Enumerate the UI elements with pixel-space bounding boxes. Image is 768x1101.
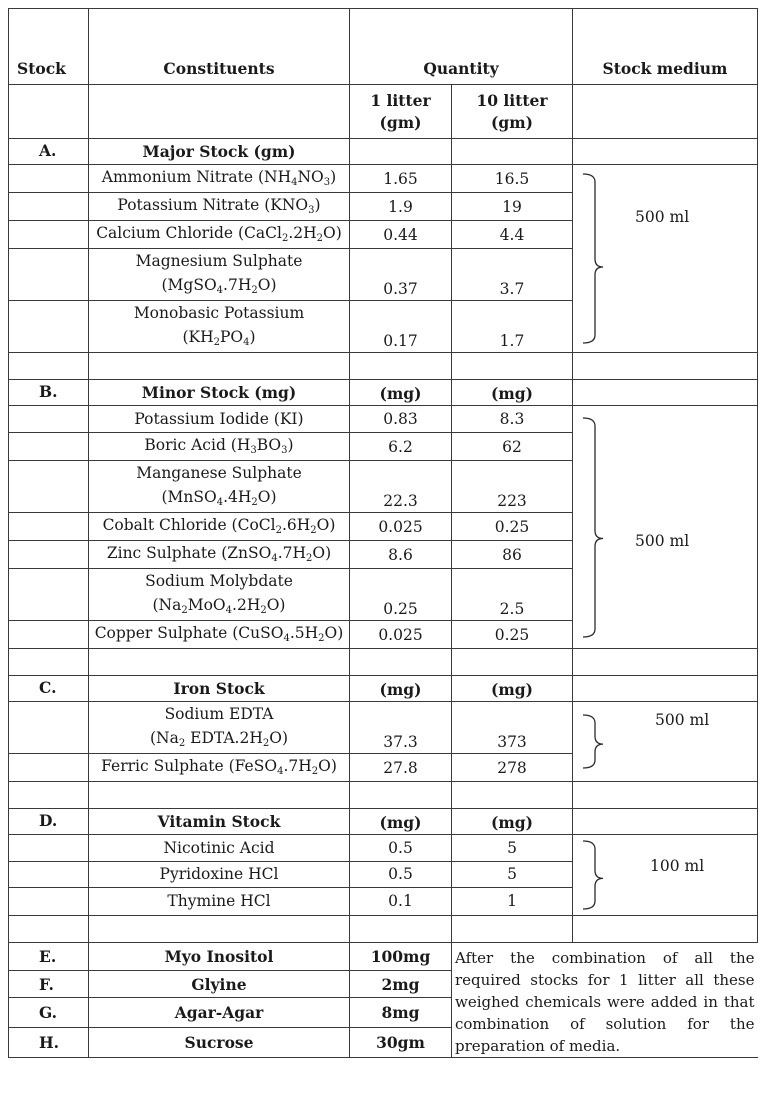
name-text: Cobalt Chloride (CoCl [102, 516, 276, 534]
ten-litter-unit: (gm) [491, 112, 533, 132]
section-unit-10: (mg) [452, 809, 573, 835]
subheader-row [9, 85, 758, 139]
section-title: Iron Stock [89, 676, 350, 702]
stock-medium-volume: 500 ml [635, 531, 690, 550]
single-name: Sucrose [89, 1027, 350, 1057]
quantity-1-litter: 0.44 [350, 221, 452, 249]
spacer-cell [89, 916, 350, 943]
quantity-10-litter: 86 [452, 541, 573, 569]
section-title-row [9, 676, 758, 702]
stock-medium-volume: 100 ml [650, 857, 705, 876]
name-text: Copper Sulphate (CuSO [94, 624, 284, 642]
name-text: Calcium Chloride (CaCl [96, 224, 282, 242]
name-text: (MgSO [161, 276, 217, 294]
section-letter: A. [9, 139, 89, 165]
preparation-note: After the combination of all the required stocks for 1 litter all these weighed chemicals were added in that combination of solution for the preparation of media. [452, 943, 758, 1058]
quantity-10-litter: 5 [452, 835, 573, 862]
name-text: O) [269, 729, 289, 747]
name-text: O) [324, 624, 344, 642]
spacer-cell [350, 353, 452, 380]
subscript: 4 [225, 605, 233, 616]
quantity-10-litter: 16.5 [452, 165, 573, 193]
name-text: O) [257, 488, 277, 506]
subscript: 2 [311, 766, 319, 777]
single-letter: E. [9, 943, 89, 971]
name-text: MoO [187, 596, 226, 614]
subscript: 2 [260, 605, 267, 616]
spacer-cell [452, 649, 573, 676]
name-text: .7H [223, 276, 252, 294]
name-text: .5H [289, 624, 319, 642]
quantity-1-litter: 0.17 [350, 301, 452, 353]
constituent-name [89, 301, 350, 353]
quantity-1-litter: 0.025 [350, 513, 452, 541]
row-stock-empty [9, 221, 89, 249]
name-line-1: Manganese Sulphate [136, 464, 302, 482]
single-name: Myo Inositol [89, 943, 350, 971]
subscript: 4 [277, 766, 284, 777]
stock-medium-wrap [573, 412, 757, 643]
quantity-1-litter: 22.3 [350, 461, 452, 513]
section-title-row [9, 809, 758, 835]
spacer-cell [9, 782, 89, 809]
constituent-row [9, 835, 758, 862]
spacer-cell [350, 782, 452, 809]
name-text: .2H [288, 224, 317, 242]
quantity-1-litter: 0.5 [350, 862, 452, 887]
subscript: 4 [216, 285, 224, 296]
subscript: 4 [283, 633, 290, 644]
name-text: .7H [277, 544, 307, 562]
spacer-row [9, 782, 758, 809]
quantity-10-litter: 19 [452, 193, 573, 221]
single-quantity: 8mg [350, 998, 452, 1027]
name-text: O) [318, 757, 337, 775]
subscript: 2 [310, 525, 317, 536]
spacer-cell [573, 649, 758, 676]
name-line-1: Sodium Molybdate [145, 572, 293, 590]
name-text: ) [287, 436, 294, 454]
stock-medium-volume: 500 ml [655, 710, 710, 729]
spacer-cell [350, 916, 452, 943]
quantity-1-litter: 0.83 [350, 406, 452, 433]
quantity-10-litter: 223 [452, 461, 573, 513]
constituent-name [89, 249, 350, 301]
stock-medium-cell [573, 702, 758, 782]
quantity-1-litter: 0.37 [350, 249, 452, 301]
spacer-cell [350, 649, 452, 676]
subscript: 2 [251, 497, 258, 508]
row-stock-empty [9, 862, 89, 887]
one-litter-unit: (gm) [379, 112, 422, 132]
row-stock-empty [9, 461, 89, 513]
subscript: 3 [323, 177, 331, 188]
section-unit-10: (mg) [452, 676, 573, 702]
row-stock-empty [9, 193, 89, 221]
spacer-cell [452, 916, 573, 943]
name-text: O) [266, 596, 286, 614]
row-stock-empty [9, 835, 89, 862]
stock-medium-wrap [573, 835, 757, 915]
single-letter: F. [9, 971, 89, 998]
constituent-name [89, 702, 350, 754]
row-stock-empty [9, 249, 89, 301]
quantity-1-litter: 1.9 [350, 193, 452, 221]
single-quantity: 100mg [350, 943, 452, 971]
quantity-1-litter: 1.65 [350, 165, 452, 193]
header-stock: Stock [9, 9, 89, 85]
subscript: 2 [316, 233, 324, 244]
subscript: 4 [216, 497, 224, 508]
curly-brace-icon [581, 174, 605, 343]
single-name: Agar-Agar [89, 998, 350, 1027]
single-quantity: 2mg [350, 971, 452, 998]
subheader-1-litter [350, 85, 452, 139]
name-text: Potassium Nitrate (KNO [117, 196, 309, 214]
constituent-name [89, 887, 350, 915]
subscript: 4 [243, 337, 250, 348]
subheader-empty [573, 85, 758, 139]
header-constituents: Constituents [89, 9, 350, 85]
single-quantity: 30gm [350, 1027, 452, 1057]
constituent-name [89, 433, 350, 461]
constituent-name [89, 754, 350, 782]
section-medium-empty [573, 139, 758, 165]
spacer-cell [9, 353, 89, 380]
subheader-empty [89, 85, 350, 139]
name-text: .6H [281, 516, 311, 534]
constituent-name [89, 406, 350, 433]
row-stock-empty [9, 301, 89, 353]
row-stock-empty [9, 702, 89, 754]
section-letter: B. [9, 380, 89, 406]
name-text: O) [312, 544, 332, 562]
row-stock-empty [9, 406, 89, 433]
quantity-1-litter: 0.5 [350, 835, 452, 862]
spacer-row [9, 916, 758, 943]
name-text: EDTA.2H [185, 729, 263, 747]
constituent-row [9, 406, 758, 433]
ten-litter-label: 10 litter [476, 90, 548, 110]
subscript: 2 [181, 605, 188, 616]
stock-table-document [8, 8, 758, 1058]
name-text: Boric Acid (H [144, 436, 251, 454]
stock-medium-volume: 500 ml [635, 207, 690, 226]
quantity-1-litter: 8.6 [350, 541, 452, 569]
quantity-10-litter: 3.7 [452, 249, 573, 301]
spacer-cell [452, 353, 573, 380]
constituent-name [89, 193, 350, 221]
curly-brace-icon [581, 841, 605, 909]
quantity-10-litter: 62 [452, 433, 573, 461]
stock-medium-cell [573, 406, 758, 649]
constituent-name [89, 862, 350, 887]
name-text: PO [219, 328, 244, 346]
subscript: 2 [262, 738, 270, 749]
constituent-name [89, 621, 350, 649]
name-text: (KH [182, 328, 214, 346]
subscript: 2 [213, 337, 220, 348]
section-unit-1: (mg) [350, 380, 452, 406]
constituent-name [89, 513, 350, 541]
subscript: 2 [281, 233, 289, 244]
header-stock-medium: Stock medium [573, 9, 758, 85]
name-text: Potassium Iodide (KI) [134, 410, 304, 428]
quantity-10-litter: 1 [452, 887, 573, 915]
constituent-name [89, 541, 350, 569]
row-stock-empty [9, 541, 89, 569]
header-row [9, 9, 758, 85]
quantity-10-litter: 278 [452, 754, 573, 782]
row-stock-empty [9, 887, 89, 915]
quantity-1-litter: 0.025 [350, 621, 452, 649]
quantity-10-litter: 0.25 [452, 621, 573, 649]
single-letter: H. [9, 1027, 89, 1057]
media-stock-table [8, 8, 758, 1058]
section-letter: D. [9, 809, 89, 835]
name-line-1: Monobasic Potassium [133, 304, 305, 322]
name-text: ) [314, 196, 321, 214]
section-title: Vitamin Stock [89, 809, 350, 835]
name-text: ) [249, 328, 256, 346]
name-line-1: Magnesium Sulphate [135, 252, 303, 270]
name-text: Zinc Sulphate (ZnSO [106, 544, 272, 562]
name-text: NO [297, 168, 324, 186]
subscript: 3 [250, 445, 257, 456]
subheader-empty [9, 85, 89, 139]
stock-medium-wrap [573, 168, 757, 349]
constituent-row [9, 165, 758, 193]
section-medium-empty [573, 380, 758, 406]
stock-medium-wrap [573, 703, 757, 780]
subscript: 3 [308, 205, 315, 216]
quantity-1-litter: 0.25 [350, 569, 452, 621]
spacer-cell [89, 782, 350, 809]
stock-medium-cell [573, 165, 758, 353]
spacer-cell [573, 782, 758, 809]
row-stock-empty [9, 754, 89, 782]
name-text: Ferric Sulphate (FeSO [101, 757, 278, 775]
single-name: Glyine [89, 971, 350, 998]
single-letter: G. [9, 998, 89, 1027]
constituent-row [9, 702, 758, 754]
quantity-1-litter: 37.3 [350, 702, 452, 754]
name-text: ) [330, 168, 337, 186]
curly-brace-icon [581, 418, 605, 637]
section-unit-1: (mg) [350, 676, 452, 702]
quantity-10-litter: 4.4 [452, 221, 573, 249]
constituent-name [89, 165, 350, 193]
name-text: .7H [283, 757, 312, 775]
name-text: Pyridoxine HCl [159, 865, 279, 884]
constituent-name [89, 461, 350, 513]
section-title: Minor Stock (mg) [89, 380, 350, 406]
quantity-1-litter: 0.1 [350, 887, 452, 915]
section-title: Major Stock (gm) [89, 139, 350, 165]
subscript: 3 [281, 445, 288, 456]
subscript: 2 [275, 525, 282, 536]
section-title-row [9, 139, 758, 165]
section-unit-1: (mg) [350, 809, 452, 835]
row-stock-empty [9, 513, 89, 541]
spacer-cell [452, 782, 573, 809]
name-text: O) [257, 276, 277, 294]
name-text: Thymine HCl [167, 892, 271, 911]
single-component-row [9, 943, 758, 971]
section-medium-empty [573, 809, 758, 835]
spacer-row [9, 353, 758, 380]
quantity-1-litter: 27.8 [350, 754, 452, 782]
subscript: 2 [306, 553, 313, 564]
section-medium-empty [573, 676, 758, 702]
subheader-10-litter [452, 85, 573, 139]
name-text: .2H [232, 596, 261, 614]
header-quantity: Quantity [350, 9, 573, 85]
spacer-row [9, 649, 758, 676]
section-title-row [9, 380, 758, 406]
row-stock-empty [9, 621, 89, 649]
spacer-cell [9, 649, 89, 676]
name-text: Nicotinic Acid [163, 839, 275, 858]
constituent-name [89, 835, 350, 862]
row-stock-empty [9, 433, 89, 461]
subscript: 4 [271, 553, 278, 564]
quantity-10-litter: 8.3 [452, 406, 573, 433]
section-letter: C. [9, 676, 89, 702]
name-text: (MnSO [161, 488, 217, 506]
name-text: .4H [223, 488, 252, 506]
subscript: 2 [178, 738, 186, 749]
quantity-1-litter: 6.2 [350, 433, 452, 461]
name-text: O) [316, 516, 336, 534]
section-unit-1 [350, 139, 452, 165]
spacer-cell [89, 353, 350, 380]
one-litter-label: 1 litter [370, 90, 431, 110]
name-text: (Na [149, 729, 179, 747]
spacer-cell [9, 916, 89, 943]
name-text: O) [323, 224, 342, 242]
quantity-10-litter: 2.5 [452, 569, 573, 621]
constituent-name [89, 221, 350, 249]
spacer-cell [573, 353, 758, 380]
spacer-cell [89, 649, 350, 676]
section-unit-10 [452, 139, 573, 165]
row-stock-empty [9, 569, 89, 621]
row-stock-empty [9, 165, 89, 193]
quantity-10-litter: 373 [452, 702, 573, 754]
subscript: 2 [318, 633, 325, 644]
spacer-cell [573, 916, 758, 943]
name-text: (Na [152, 596, 182, 614]
quantity-10-litter: 5 [452, 862, 573, 887]
name-text: Ammonium Nitrate (NH [101, 168, 292, 186]
name-line-1: Sodium EDTA [164, 705, 274, 723]
quantity-10-litter: 0.25 [452, 513, 573, 541]
constituent-name [89, 569, 350, 621]
curly-brace-icon [581, 715, 605, 768]
subscript: 2 [251, 285, 258, 296]
stock-medium-cell [573, 835, 758, 916]
name-text: BO [256, 436, 282, 454]
subscript: 4 [291, 177, 298, 188]
section-unit-10: (mg) [452, 380, 573, 406]
quantity-10-litter: 1.7 [452, 301, 573, 353]
